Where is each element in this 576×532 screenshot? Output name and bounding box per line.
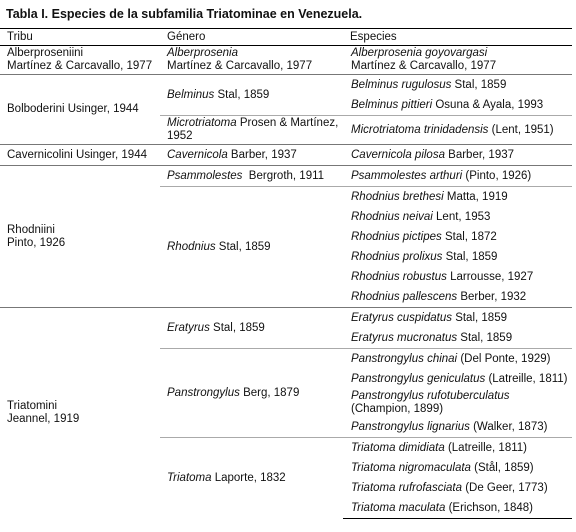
genus-name: Cavernicola	[167, 148, 228, 161]
genus-cell	[160, 438, 343, 519]
genus-name: Eratyrus	[167, 321, 210, 334]
species-cell	[343, 145, 572, 166]
genus-name: Panstrongylus	[167, 386, 240, 399]
genus-author: Prosen & Martínez, 1952	[167, 117, 339, 142]
species-name: Psammolestes arthuri	[351, 169, 463, 182]
species-cell	[343, 308, 572, 329]
tribu-name: Triatomini	[7, 400, 58, 413]
species-name: Rhodnius prolixus	[351, 250, 443, 263]
species-name: Panstrongylus lignarius	[351, 420, 470, 433]
species-name: Rhodnius robustus	[351, 270, 447, 283]
tribu-cell	[0, 166, 160, 308]
species-name: Panstrongylus rufotuberculatus	[351, 390, 510, 402]
species-author: Matta, 1919	[443, 190, 508, 203]
genus-author: Stal, 1859	[209, 321, 265, 334]
genus-cell	[160, 75, 343, 116]
genus-cell	[160, 145, 343, 166]
genus-author: Stal, 1859	[214, 88, 270, 101]
genus-name: Belminus	[167, 88, 215, 101]
species-cell	[343, 478, 572, 498]
genus-name: Rhodnius	[167, 240, 216, 253]
genus-cell	[160, 187, 343, 308]
species-name: Belminus rugulosus	[351, 78, 452, 91]
species-cell	[343, 75, 572, 96]
genus-cell	[160, 46, 343, 75]
tribu-cell: Bolboderini Usinger, 1944	[0, 75, 160, 145]
species-cell	[343, 438, 572, 459]
species-author: (Champion, 1899)	[351, 403, 444, 415]
genus-name: Psammolestes	[167, 169, 243, 182]
genus-author: Martínez & Carcavallo, 1977	[167, 60, 313, 72]
species-author: Stal, 1859	[452, 311, 507, 324]
tribu-name: Rhodniini	[7, 223, 55, 236]
species-cell	[343, 287, 572, 308]
species-author: (Walker, 1873)	[469, 420, 548, 433]
species-author: Larrousse, 1927	[446, 270, 534, 283]
species-name: Triatoma nigromaculata	[351, 461, 471, 474]
species-name: Panstrongylus geniculatus	[351, 372, 486, 385]
header-especies: Especies	[343, 29, 572, 46]
genus-cell	[160, 116, 343, 145]
species-name: Rhodnius neivai	[351, 210, 433, 223]
genus-name: Alberprosenia	[167, 47, 238, 59]
species-cell	[343, 227, 572, 247]
species-name: Belminus pittieri	[351, 98, 433, 111]
tribu-cell	[0, 46, 160, 75]
species-author: Barber, 1937	[444, 148, 515, 161]
species-name: Rhodnius pictipes	[351, 230, 442, 243]
table-title: Tabla I. Especies de la subfamilia Triatominae en Venezuela.	[6, 7, 363, 21]
species-name: Eratyrus mucronatus	[351, 331, 458, 344]
species-author: (Lent, 1951)	[488, 123, 554, 136]
genus-author: Laporte, 1832	[211, 471, 286, 484]
species-cell	[343, 389, 572, 417]
tribu-cell: Cavernicolini Usinger, 1944	[0, 145, 160, 166]
species-name: Triatoma dimidiata	[351, 441, 445, 454]
species-cell	[343, 369, 572, 389]
species-cell	[343, 116, 572, 145]
species-author: (Latreille, 1811)	[444, 441, 527, 454]
species-cell	[343, 498, 572, 519]
genus-author: Barber, 1937	[227, 148, 297, 161]
species-author: Osuna & Ayala, 1993	[432, 98, 544, 111]
species-author: Martínez & Carcavallo, 1977	[351, 60, 497, 72]
tribu-name: Alberproseniini	[7, 47, 84, 59]
species-cell	[343, 267, 572, 287]
species-cell	[343, 187, 572, 208]
table-row	[0, 166, 572, 187]
header-tribu: Tribu	[0, 29, 160, 46]
genus-name: Microtriatoma	[167, 117, 237, 129]
species-name: Triatoma rufrofasciata	[351, 481, 462, 494]
species-cell	[343, 458, 572, 478]
table-header-row	[0, 29, 572, 46]
table-row	[0, 46, 572, 75]
species-cell	[343, 207, 572, 227]
tribu-cell	[0, 308, 160, 519]
tribu-author: Pinto, 1926	[7, 236, 66, 249]
species-author: (De Geer, 1773)	[462, 481, 548, 494]
genus-cell	[160, 166, 343, 187]
genus-author: Stal, 1859	[215, 240, 271, 253]
species-author: (Latreille, 1811)	[485, 372, 568, 385]
species-name: Alberprosenia goyovargasi	[351, 47, 488, 59]
species-author: (Pinto, 1926)	[462, 169, 532, 182]
species-author: Lent, 1953	[432, 210, 491, 223]
genus-name: Triatoma	[167, 471, 212, 484]
species-cell	[343, 417, 572, 438]
species-name: Eratyrus cuspidatus	[351, 311, 452, 324]
table-row	[0, 75, 572, 96]
species-name: Rhodnius brethesi	[351, 190, 444, 203]
header-genero: Género	[160, 29, 343, 46]
species-cell	[343, 247, 572, 267]
species-author: Stal, 1859	[451, 78, 507, 91]
tribu-author: Jeannel, 1919	[7, 413, 80, 426]
genus-cell	[160, 308, 343, 349]
species-cell	[343, 95, 572, 116]
tribu-author: Martínez & Carcavallo, 1977	[7, 60, 153, 72]
species-author: Stal, 1872	[441, 230, 497, 243]
genus-author: Berg, 1879	[239, 386, 300, 399]
species-name: Panstrongylus chinai	[351, 352, 458, 365]
species-author: Stal, 1859	[442, 250, 498, 263]
species-author: (Del Ponte, 1929)	[457, 352, 551, 365]
species-name: Rhodnius pallescens	[351, 290, 458, 303]
species-table	[0, 28, 572, 519]
species-name: Triatoma maculata	[351, 501, 446, 514]
species-author: (Erichson, 1848)	[445, 501, 533, 514]
genus-cell	[160, 349, 343, 438]
genus-author: Bergroth, 1911	[242, 169, 325, 182]
species-name: Cavernicola pilosa	[351, 148, 445, 161]
table-row	[0, 308, 572, 329]
species-cell	[343, 349, 572, 370]
species-name: Microtriatoma trinidadensis	[351, 123, 489, 136]
species-cell	[343, 46, 572, 75]
species-author: Stal, 1859	[457, 331, 513, 344]
species-author: (Stål, 1859)	[470, 461, 534, 474]
table-row	[0, 145, 572, 166]
species-cell	[343, 166, 572, 187]
species-author: Berber, 1932	[457, 290, 527, 303]
species-cell	[343, 328, 572, 349]
